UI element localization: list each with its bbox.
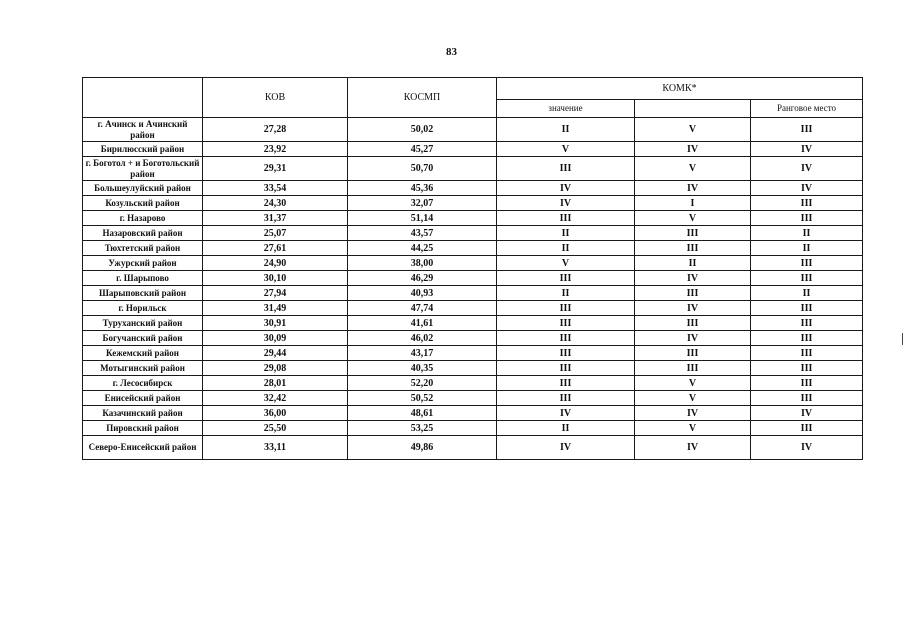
district-cell: г. Лесосибирск: [83, 376, 203, 391]
table-row: [83, 142, 863, 157]
komk-rank-cell: IV: [751, 157, 863, 181]
kov-cell: 30,09: [203, 331, 348, 346]
table-row: [83, 406, 863, 421]
district-cell: Шарыповский район: [83, 286, 203, 301]
komk-rank-cell: II: [751, 286, 863, 301]
table-row: [83, 421, 863, 436]
komk-mid-cell: IV: [635, 271, 751, 286]
kov-cell: 28,01: [203, 376, 348, 391]
district-cell: Бирилюсский район: [83, 142, 203, 157]
komk-value-cell: III: [497, 271, 635, 286]
kov-cell: 36,00: [203, 406, 348, 421]
komk-rank-cell: IV: [751, 406, 863, 421]
komk-mid-cell: III: [635, 226, 751, 241]
kosmp-cell: 43,17: [348, 346, 497, 361]
header-komk-value: значение: [497, 100, 635, 118]
komk-value-cell: III: [497, 211, 635, 226]
kov-cell: 27,28: [203, 118, 348, 142]
komk-value-cell: IV: [497, 436, 635, 460]
komk-rank-cell: III: [751, 331, 863, 346]
district-cell: г. Шарыпово: [83, 271, 203, 286]
kov-cell: 30,91: [203, 316, 348, 331]
header-kov: КОВ: [203, 78, 348, 118]
komk-mid-cell: V: [635, 211, 751, 226]
district-cell: Назаровский район: [83, 226, 203, 241]
kosmp-cell: 52,20: [348, 376, 497, 391]
table-row: [83, 256, 863, 271]
komk-mid-cell: III: [635, 286, 751, 301]
kosmp-cell: 50,52: [348, 391, 497, 406]
komk-mid-cell: IV: [635, 181, 751, 196]
kov-cell: 31,37: [203, 211, 348, 226]
komk-value-cell: III: [497, 376, 635, 391]
kosmp-cell: 38,00: [348, 256, 497, 271]
table-body: [83, 118, 863, 460]
komk-mid-cell: IV: [635, 436, 751, 460]
komk-rank-cell: IV: [751, 181, 863, 196]
komk-mid-cell: IV: [635, 406, 751, 421]
kosmp-cell: 41,61: [348, 316, 497, 331]
page-number: 83: [446, 46, 457, 58]
komk-mid-cell: I: [635, 196, 751, 211]
district-cell: г. Норильск: [83, 301, 203, 316]
table-row: [83, 331, 863, 346]
table-row: [83, 118, 863, 142]
komk-rank-cell: III: [751, 361, 863, 376]
komk-mid-cell: III: [635, 241, 751, 256]
kosmp-cell: 40,93: [348, 286, 497, 301]
komk-rank-cell: III: [751, 256, 863, 271]
kosmp-cell: 50,02: [348, 118, 497, 142]
komk-value-cell: IV: [497, 196, 635, 211]
komk-rank-cell: II: [751, 241, 863, 256]
komk-mid-cell: III: [635, 346, 751, 361]
komk-mid-cell: IV: [635, 142, 751, 157]
komk-value-cell: II: [497, 118, 635, 142]
district-cell: г. Боготол + и Боготольский район: [83, 157, 203, 181]
kosmp-cell: 51,14: [348, 211, 497, 226]
indicator-table: [82, 77, 863, 460]
komk-rank-cell: III: [751, 211, 863, 226]
komk-rank-cell: III: [751, 391, 863, 406]
kosmp-cell: 53,25: [348, 421, 497, 436]
table-row: [83, 436, 863, 460]
district-cell: Северо-Енисейский район: [83, 436, 203, 460]
table-row: [83, 196, 863, 211]
kosmp-cell: 44,25: [348, 241, 497, 256]
komk-value-cell: V: [497, 142, 635, 157]
district-cell: Туруханский район: [83, 316, 203, 331]
table-row: [83, 361, 863, 376]
komk-value-cell: IV: [497, 181, 635, 196]
district-cell: Богучанский район: [83, 331, 203, 346]
komk-mid-cell: V: [635, 157, 751, 181]
komk-rank-cell: III: [751, 271, 863, 286]
table-row: [83, 301, 863, 316]
komk-rank-cell: III: [751, 316, 863, 331]
komk-rank-cell: III: [751, 118, 863, 142]
komk-rank-cell: III: [751, 376, 863, 391]
kosmp-cell: 49,86: [348, 436, 497, 460]
kosmp-cell: 47,74: [348, 301, 497, 316]
header-row-top: [83, 78, 863, 100]
kov-cell: 27,94: [203, 286, 348, 301]
kov-cell: 30,10: [203, 271, 348, 286]
kov-cell: 24,30: [203, 196, 348, 211]
table-row: [83, 346, 863, 361]
header-kosmp: КОСМП: [348, 78, 497, 118]
table-row: [83, 211, 863, 226]
komk-value-cell: III: [497, 157, 635, 181]
kov-cell: 23,92: [203, 142, 348, 157]
header-komk: КОМК*: [497, 78, 863, 100]
kov-cell: 33,11: [203, 436, 348, 460]
table-row: [83, 316, 863, 331]
header-district: [83, 78, 203, 118]
komk-rank-cell: IV: [751, 436, 863, 460]
header-komk-blank: [635, 100, 751, 118]
komk-value-cell: IV: [497, 406, 635, 421]
komk-rank-cell: III: [751, 301, 863, 316]
komk-mid-cell: IV: [635, 331, 751, 346]
komk-mid-cell: V: [635, 376, 751, 391]
komk-mid-cell: V: [635, 391, 751, 406]
table-row: [83, 376, 863, 391]
komk-mid-cell: IV: [635, 301, 751, 316]
table-row: [83, 157, 863, 181]
kov-cell: 27,61: [203, 241, 348, 256]
komk-mid-cell: II: [635, 256, 751, 271]
kosmp-cell: 45,27: [348, 142, 497, 157]
kosmp-cell: 48,61: [348, 406, 497, 421]
district-cell: Ужурский район: [83, 256, 203, 271]
komk-value-cell: III: [497, 346, 635, 361]
komk-rank-cell: III: [751, 196, 863, 211]
komk-value-cell: III: [497, 361, 635, 376]
komk-value-cell: III: [497, 331, 635, 346]
kosmp-cell: 43,57: [348, 226, 497, 241]
table-row: [83, 226, 863, 241]
kov-cell: 24,90: [203, 256, 348, 271]
kosmp-cell: 32,07: [348, 196, 497, 211]
table-row: [83, 391, 863, 406]
kov-cell: 31,49: [203, 301, 348, 316]
komk-value-cell: V: [497, 256, 635, 271]
komk-rank-cell: IV: [751, 142, 863, 157]
komk-mid-cell: V: [635, 421, 751, 436]
district-cell: г. Ачинск и Ачинский район: [83, 118, 203, 142]
komk-value-cell: II: [497, 286, 635, 301]
komk-mid-cell: III: [635, 316, 751, 331]
district-cell: Пировский район: [83, 421, 203, 436]
table-row: [83, 181, 863, 196]
kosmp-cell: 40,35: [348, 361, 497, 376]
kov-cell: 29,31: [203, 157, 348, 181]
kosmp-cell: 46,02: [348, 331, 497, 346]
komk-value-cell: II: [497, 226, 635, 241]
district-cell: Кежемский район: [83, 346, 203, 361]
kosmp-cell: 46,29: [348, 271, 497, 286]
komk-mid-cell: III: [635, 361, 751, 376]
komk-mid-cell: V: [635, 118, 751, 142]
komk-rank-cell: III: [751, 421, 863, 436]
komk-value-cell: III: [497, 301, 635, 316]
komk-value-cell: II: [497, 421, 635, 436]
kov-cell: 29,08: [203, 361, 348, 376]
komk-value-cell: II: [497, 241, 635, 256]
district-cell: Тюхтетский район: [83, 241, 203, 256]
district-cell: Большеулуйский район: [83, 181, 203, 196]
district-cell: Казачинский район: [83, 406, 203, 421]
komk-rank-cell: III: [751, 346, 863, 361]
district-cell: г. Назарово: [83, 211, 203, 226]
kov-cell: 25,07: [203, 226, 348, 241]
kosmp-cell: 50,70: [348, 157, 497, 181]
kov-cell: 33,54: [203, 181, 348, 196]
district-cell: Козульский район: [83, 196, 203, 211]
kov-cell: 25,50: [203, 421, 348, 436]
kov-cell: 29,44: [203, 346, 348, 361]
komk-value-cell: III: [497, 316, 635, 331]
district-cell: Енисейский район: [83, 391, 203, 406]
table-row: [83, 286, 863, 301]
table-row: [83, 241, 863, 256]
komk-value-cell: III: [497, 391, 635, 406]
kov-cell: 32,42: [203, 391, 348, 406]
header-komk-rank: Ранговое место: [751, 100, 863, 118]
komk-rank-cell: II: [751, 226, 863, 241]
table-row: [83, 271, 863, 286]
kosmp-cell: 45,36: [348, 181, 497, 196]
district-cell: Мотыгинский район: [83, 361, 203, 376]
